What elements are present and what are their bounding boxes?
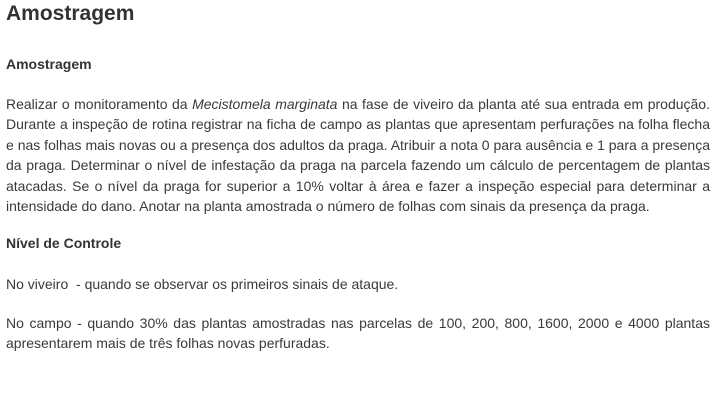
paragraph-monitoramento <box>6 94 710 216</box>
section-heading-amostragem: Amostragem <box>6 56 92 72</box>
section-amostragem <box>6 55 710 216</box>
paragraph-text-after: na fase de viveiro da planta até sua entrada em produção. Durante a inspeção de rotina registrar na ficha de campo as plantas que apresentam perfurações na folha flecha e nas folhas mais novas ou a presença dos adultos da praga. Atribuir a nota 0 para ausência e 1 para a presença da praga. Determinar o nível de infestação da praga na parcela fazendo um cálculo de percentagem de plantas atacadas. Se o nível da praga for superior a 10% voltar à área e fazer a inspeção especial para determinar a intensidade do dano. Anotar na planta amostrada o número de folhas com sinais da presença da praga. <box>6 96 710 215</box>
section-heading-nivel-de-controle: Nível de Controle <box>6 235 122 252</box>
paragraph-text-before: Realizar o monitoramento da <box>6 96 193 112</box>
paragraph-viveiro: No viveiro - quando se observar os primeiros sinais de ataque. <box>6 276 399 293</box>
paragraph-campo: No campo - quando 30% das plantas amostradas nas parcelas de 100, 200, 800, 1600, 2000 e 4000 plantas apresentarem mais de três folhas novas perfuradas. <box>6 314 710 352</box>
section-nivel-de-controle <box>6 234 710 353</box>
species-name: Mecistomela marginata <box>192 96 338 112</box>
page-title: Amostragem <box>6 2 135 25</box>
